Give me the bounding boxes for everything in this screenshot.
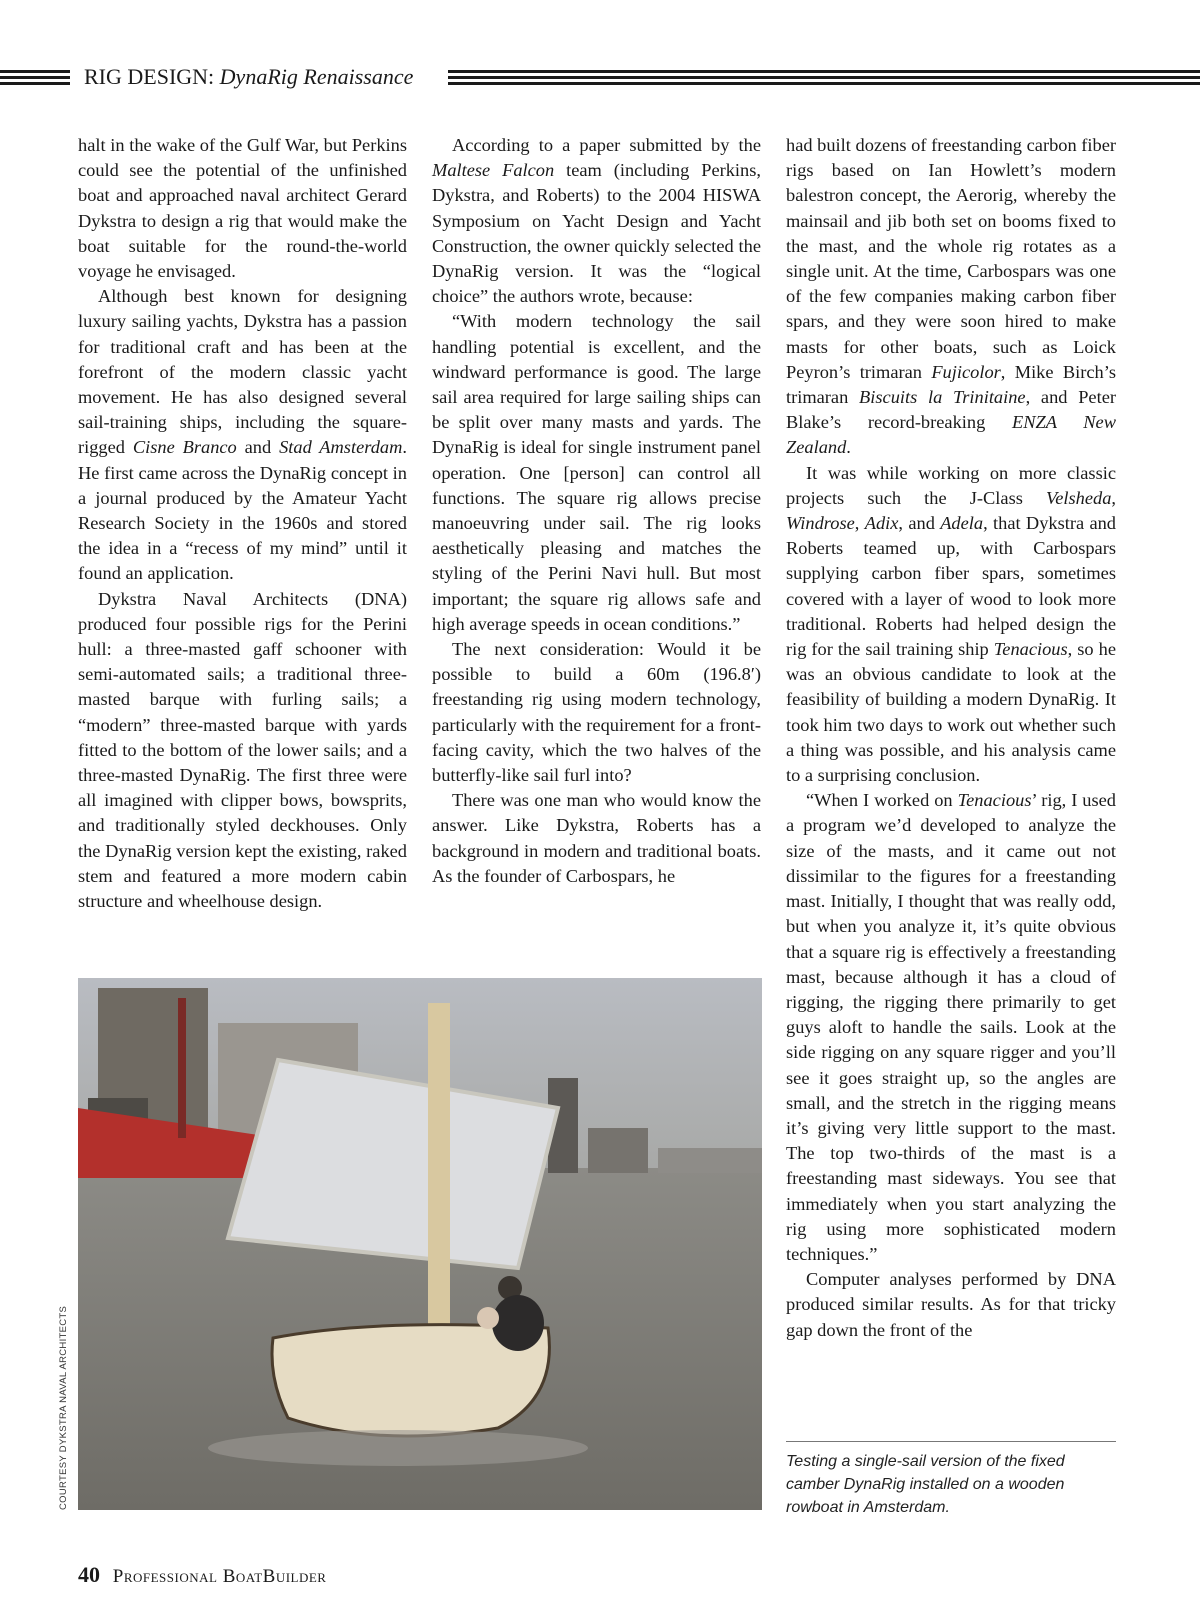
paragraph: Computer analyses performed by DNA produced similar results. As for that tricky gap down the front of the [786, 1269, 1116, 1340]
page-number: 40 [78, 1562, 100, 1587]
caption-rule [786, 1441, 1116, 1442]
header-subtitle: DynaRig Renaissance [219, 64, 414, 89]
paragraph: According to a paper submitted by the Maltese Falcon team (including Perkins, Dykstra, and Roberts) to the 2004 HISWA Symposium on Yacht Design and Yacht Construction, the owner quickly selected the DynaRig version. It was the “logical choice” the authors wrote, because: [432, 135, 761, 307]
paragraph: Dykstra Naval Architects (DNA) produced four possible rigs for the Perini hull: a three-masted gaff schooner with semi-automated sails; a traditional three-masted barque with furling sails; a “modern” three-masted barque with yards fitted to the bottom of the lower sails; and a three-masted DynaRig. The first three were all imagined with clipper bows, bowsprits, and traditionally styled deckhouses. Only the DynaRig version kept the existing, raked stem and featured a more modern cabin structure and wheelhouse design. [78, 588, 407, 912]
header-rule [0, 70, 70, 73]
photo-credit: COURTESY DYKSTRA NAVAL ARCHITECTS [58, 1305, 69, 1510]
header-rule [448, 82, 1200, 85]
header-rule [0, 76, 70, 79]
quote-paragraph: “With modern technology the sail handling potential is excellent, and the windward performance is good. The large sail area required for large sailing ships can be split over many masts and yards. The DynaRig is ideal for single instrument panel operation. One [person] can control all functions. The square rig allows precise manoeuvring under sail. The rig looks aesthetically pleasing and matches the styling of the Perini Navi hull. But most important; the square rig allows safe and high average speeds in ocean conditions.” [432, 311, 761, 634]
photo-caption: Testing a single-sail version of the fixed camber DynaRig installed on a wooden rowboat in Amsterdam. [786, 1453, 1065, 1516]
header-rule [448, 70, 1200, 73]
text-column-3 [786, 133, 1116, 1343]
header-section: RIG DESIGN: [84, 64, 215, 89]
header-rule [0, 82, 70, 85]
publication-name: Professional BoatBuilder [112, 1566, 327, 1587]
paragraph: had built dozens of freestanding carbon fiber rigs based on Ian Howlett’s modern balestron concept, the Aerorig, whereby the mainsail and jib both set on booms fixed to the mast, and the whole rig rotates as a single unit. At the time, Carbospars was one of the few companies making carbon fiber spars, and they were soon hired to make masts for other boats, such as Loick Peyron’s trimaran Fujicolor, Mike Birch’s trimaran Biscuits la Trinitaine, and Peter Blake’s record-breaking ENZA New Zealand. [786, 135, 1116, 458]
rowboat-photo [78, 978, 762, 1510]
page-footer [78, 1562, 326, 1588]
text-column-1 [78, 133, 407, 914]
running-header [0, 62, 1200, 92]
paragraph: Although best known for designing luxury sailing yachts, Dykstra has a passion for traditional craft and has been at the forefront of the modern classic yacht movement. He has also designed several sail-training ships, including the square-rigged Cisne Branco and Stad Amsterdam. He first came across the DynaRig concept in a journal produced by the Amateur Yacht Research Society in the 1960s and stored the idea in a “recess of my mind” until it found an application. [78, 286, 407, 584]
paragraph: The next consideration: Would it be possible to build a 60m (196.8′) freestanding rig using modern technology, particularly with the requirement for a front-facing cavity, which the two halves of the butterfly-like sail furl into? [432, 639, 761, 786]
paragraph: It was while working on more classic projects such the J-Class Velsheda, Windrose, Adix, and Adela, that Dykstra and Roberts teamed up, with Carbospars supplying carbon fiber spars, sometimes covered with a layer of wood to look more traditional. Roberts had helped design the rig for the sail training ship Tenacious, so he was an obvious candidate to look at the feasibility of building a modern DynaRig. It took him two days to work out whether such a thing was possible, and his analysis came to a surprising conclusion. [786, 462, 1116, 786]
header-rule [448, 76, 1200, 79]
paragraph: halt in the wake of the Gulf War, but Perkins could see the potential of the unfinished boat and approached naval architect Gerard Dykstra to design a rig that would make the boat suitable for the round-the-world voyage he envisaged. [78, 135, 407, 282]
text-column-2 [432, 133, 761, 889]
paragraph: There was one man who would know the answer. Like Dykstra, Roberts has a background in modern and traditional boats. As the founder of Carbospars, he [432, 790, 761, 886]
header-title [80, 62, 417, 92]
quote-paragraph: “When I worked on Tenacious’ rig, I used a program we’d developed to analyze the size of the masts, and it came out not dissimilar to the figures for a freestanding mast. Initially, I thought that was really odd, but when you analyze it, it’s quite obvious that a square rig is effectively a freestanding mast, because although it has a cloud of rigging, the rigging there primarily to get guys aloft to handle the sails. Look at the side rigging on any square rigger and you’ll see it goes straight up, so the angles are small, and the stretch in the rigging means it’s giving very little support to the mast. The top two-thirds of the mast is a freestanding mast sideways. You see that immediately when you start analyzing the rig using more sophisticated modern techniques.” [786, 790, 1116, 1264]
